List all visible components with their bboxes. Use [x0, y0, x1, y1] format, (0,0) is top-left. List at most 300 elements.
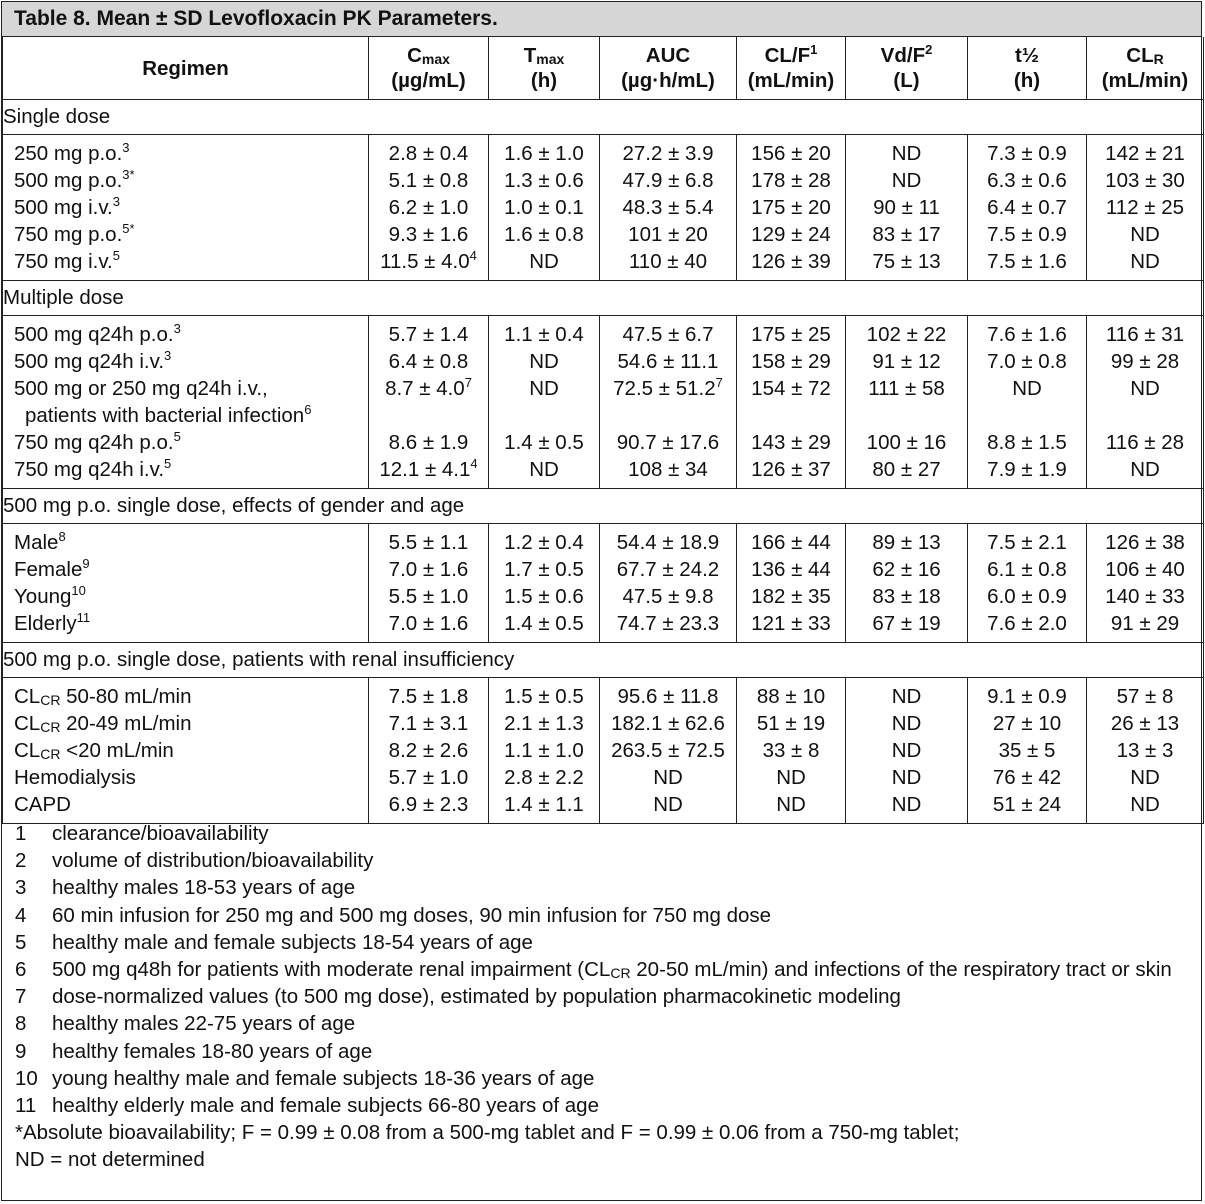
table-row — [3, 375, 1204, 429]
clf-cell — [737, 167, 846, 194]
regimen-cell — [3, 710, 369, 737]
regimen-text: 750 mg q24h i.v. — [14, 458, 165, 481]
cmax-value: 7.0 ± 1.6 — [388, 612, 469, 635]
regimen-cell — [3, 524, 369, 557]
pk-table-frame — [1, 1, 1202, 1201]
cmax-value: 7.1 ± 3.1 — [388, 712, 469, 735]
tmax-cell — [489, 221, 600, 248]
clr-cell — [1087, 737, 1204, 764]
auc-value: 47.9 ± 6.8 — [622, 169, 714, 192]
clr-value: 116 ± 28 — [1105, 431, 1185, 454]
clf-cell — [737, 221, 846, 248]
thalf-value: 7.5 ± 2.1 — [987, 531, 1067, 554]
regimen-cell — [3, 610, 369, 643]
footnote-ref: 5 — [173, 429, 181, 444]
thalf-value: 7.0 ± 0.8 — [987, 350, 1067, 373]
tmax-cell — [489, 248, 600, 281]
clr-value: 126 ± 38 — [1105, 531, 1185, 554]
footnote-item — [2, 847, 1201, 874]
thalf-cell — [968, 710, 1087, 737]
table-row — [3, 737, 1204, 764]
auc-cell — [600, 375, 737, 429]
thalf-cell — [968, 167, 1087, 194]
cmax-cell — [369, 524, 489, 557]
tmax-cell — [489, 764, 600, 791]
vdf-cell — [846, 194, 968, 221]
regimen-text: 50-80 mL/min — [60, 685, 192, 708]
regimen-cell — [3, 791, 369, 824]
footnote-ref: 3* — [122, 167, 135, 182]
tmax-value: 1.4 ± 1.1 — [504, 793, 584, 816]
table-row — [3, 556, 1204, 583]
table-row — [3, 610, 1204, 643]
cmax-value: 6.9 ± 2.3 — [388, 793, 469, 816]
tmax-cell — [489, 456, 600, 489]
table-row — [3, 456, 1204, 489]
thalf-cell — [968, 348, 1087, 375]
clf-value: 121 ± 33 — [751, 612, 831, 635]
thalf-value: 6.1 ± 0.8 — [987, 558, 1067, 581]
vdf-value: ND — [891, 169, 922, 192]
header-tmax: $T_{max}$ (h) — [489, 37, 600, 100]
thalf-cell — [968, 194, 1087, 221]
tmax-value: ND — [529, 350, 559, 373]
regimen-text: 750 mg q24h p.o. — [14, 431, 174, 454]
vdf-value: ND — [891, 739, 922, 762]
vdf-value: ND — [891, 685, 922, 708]
thalf-cell — [968, 248, 1087, 281]
clr-value: ND — [1130, 766, 1160, 789]
tmax-value: ND — [529, 250, 559, 273]
tmax-cell — [489, 429, 600, 456]
regimen-text: 750 mg i.v. — [14, 250, 113, 273]
footnote-number: 2 — [15, 849, 27, 873]
cmax-cell — [369, 710, 489, 737]
clr-cell — [1087, 678, 1204, 711]
cmax-value: 7.5 ± 1.8 — [388, 685, 469, 708]
clr-value: ND — [1130, 793, 1160, 816]
footnote-item — [2, 1010, 1201, 1037]
clr-cell — [1087, 791, 1204, 824]
clr-value: 26 ± 13 — [1110, 712, 1180, 735]
vdf-value: 80 ± 27 — [872, 458, 941, 481]
cmax-value: 7.0 ± 1.6 — [388, 558, 469, 581]
footnote-ref: 4 — [469, 248, 477, 263]
clf-value: 88 ± 10 — [756, 685, 826, 708]
tmax-value: 1.4 ± 0.5 — [504, 431, 584, 454]
auc-cell — [600, 556, 737, 583]
footnote-ref: 3 — [122, 140, 130, 155]
table-title-bar — [2, 2, 1201, 37]
regimen-cell — [3, 221, 369, 248]
tmax-cell — [489, 135, 600, 168]
clf-cell — [737, 678, 846, 711]
table-row — [3, 764, 1204, 791]
cmax-cell — [369, 135, 489, 168]
thalf-cell — [968, 375, 1087, 429]
footnote-text: young healthy male and female subjects 18-36 years of age — [52, 1066, 595, 1090]
thalf-value: 6.0 ± 0.9 — [987, 585, 1067, 608]
tmax-cell — [489, 556, 600, 583]
auc-value: 90.7 ± 17.6 — [616, 431, 720, 454]
footnote-text: 20-50 mL/min) and infections of the respiratory tract or skin — [630, 958, 1172, 982]
clr-value: ND — [1130, 458, 1160, 481]
regimen-cell — [3, 348, 369, 375]
table-row — [3, 194, 1204, 221]
cmax-value: 8.6 ± 1.9 — [388, 431, 469, 454]
auc-value: 54.6 ± 11.1 — [617, 350, 719, 373]
clf-cell — [737, 348, 846, 375]
footnote-number: 6 — [15, 958, 27, 982]
clf-cell — [737, 610, 846, 643]
header-row — [3, 37, 1204, 100]
vdf-value: ND — [891, 142, 922, 165]
thalf-cell — [968, 556, 1087, 583]
tmax-cell — [489, 610, 600, 643]
table-title: Table 8. Mean ± SD Levofloxacin PK Parameters. — [14, 7, 498, 30]
vdf-value: 100 ± 16 — [866, 431, 947, 454]
footnote-number: 9 — [15, 1039, 27, 1063]
vdf-cell — [846, 456, 968, 489]
clr-cell — [1087, 710, 1204, 737]
tmax-value: 1.1 ± 1.0 — [504, 739, 584, 762]
header-regimen: Regimen — [3, 37, 369, 100]
tmax-value: 1.6 ± 0.8 — [504, 223, 584, 246]
auc-value: 110 ± 40 — [628, 250, 708, 273]
vdf-value: 75 ± 13 — [872, 250, 941, 273]
regimen-subscript: CR — [40, 719, 61, 735]
regimen-text: Hemodialysis — [14, 766, 136, 789]
regimen-cell — [3, 429, 369, 456]
table-note: ND = not determined — [15, 1148, 205, 1172]
clf-value: 33 ± 8 — [762, 739, 820, 762]
vdf-cell — [846, 221, 968, 248]
footnote-number: 3 — [15, 876, 27, 900]
footnote-text: clearance/bioavailability — [52, 822, 269, 845]
thalf-value: 7.5 ± 1.6 — [987, 250, 1067, 273]
thalf-value: 76 ± 42 — [992, 766, 1062, 789]
regimen-cell — [3, 678, 369, 711]
table-row — [3, 710, 1204, 737]
section-label: 500 mg p.o. single dose, effects of gender and age — [3, 489, 1204, 524]
regimen-text: 250 mg p.o. — [14, 142, 123, 165]
regimen-text: <20 mL/min — [60, 739, 174, 762]
auc-cell — [600, 583, 737, 610]
auc-cell — [600, 167, 737, 194]
regimen-text: 750 mg p.o. — [14, 223, 123, 246]
regimen-text: Elderly — [14, 612, 77, 635]
footnote-ref: 3 — [173, 321, 181, 336]
footnote-text: healthy elderly male and female subjects 66-80 years of age — [52, 1094, 599, 1118]
footnote-ref: 11 — [76, 610, 91, 625]
vdf-cell — [846, 348, 968, 375]
vdf-value: 89 ± 13 — [872, 531, 941, 554]
tmax-value: 1.4 ± 0.5 — [504, 612, 584, 635]
clr-cell — [1087, 248, 1204, 281]
tmax-value: 1.5 ± 0.6 — [504, 585, 584, 608]
cmax-value: 9.3 ± 1.6 — [388, 223, 469, 246]
cmax-value: 5.1 ± 0.8 — [388, 169, 469, 192]
clr-value: ND — [1130, 250, 1160, 273]
clr-value: 106 ± 40 — [1105, 558, 1185, 581]
clr-value: 140 ± 33 — [1105, 585, 1185, 608]
tmax-value: ND — [529, 458, 559, 481]
cmax-value: 5.7 ± 1.4 — [388, 323, 469, 346]
auc-value: ND — [653, 766, 683, 789]
regimen-cell — [3, 194, 369, 221]
regimen-text: 500 mg or 250 mg q24h i.v., — [14, 377, 268, 400]
clf-cell — [737, 737, 846, 764]
auc-value: 101 ± 20 — [628, 223, 708, 246]
thalf-value: 7.3 ± 0.9 — [987, 142, 1067, 165]
footnote-text: volume of distribution/bioavailability — [52, 849, 374, 873]
clr-value: 91 ± 29 — [1110, 612, 1180, 635]
footnotes — [2, 820, 1201, 1174]
cmax-cell — [369, 556, 489, 583]
section-header-row — [3, 281, 1204, 316]
cmax-cell — [369, 791, 489, 824]
tmax-cell — [489, 348, 600, 375]
regimen-text: CAPD — [14, 793, 71, 816]
clr-cell — [1087, 456, 1204, 489]
tmax-cell — [489, 583, 600, 610]
header-clf: $CL/F^1$ (mL/min) — [737, 37, 846, 100]
auc-value: 27.2 ± 3.9 — [622, 142, 714, 165]
vdf-cell — [846, 678, 968, 711]
regimen-cell — [3, 764, 369, 791]
clf-value: 182 ± 35 — [751, 585, 831, 608]
table-row — [3, 167, 1204, 194]
vdf-value: 67 ± 19 — [872, 612, 941, 635]
footnote-ref: 6 — [304, 402, 312, 417]
tmax-value: 1.5 ± 0.5 — [504, 685, 584, 708]
clf-value: 143 ± 29 — [751, 431, 831, 454]
footnote-ref: 3 — [164, 348, 172, 363]
clf-cell — [737, 764, 846, 791]
table-row — [3, 791, 1204, 824]
clf-value: 175 ± 20 — [751, 196, 831, 219]
cmax-cell — [369, 221, 489, 248]
cmax-value: 11.5 ± 4.0 — [380, 250, 470, 273]
tmax-value: 1.2 ± 0.4 — [504, 531, 584, 554]
regimen-prefix: CL — [14, 685, 41, 708]
footnote-ref: 7 — [464, 375, 472, 390]
clr-value: 99 ± 28 — [1110, 350, 1180, 373]
thalf-cell — [968, 429, 1087, 456]
vdf-cell — [846, 737, 968, 764]
thalf-value: 7.5 ± 0.9 — [987, 223, 1067, 246]
vdf-cell — [846, 556, 968, 583]
footnote-item — [2, 1065, 1201, 1092]
clf-cell — [737, 583, 846, 610]
table-row — [3, 348, 1204, 375]
vdf-value: ND — [891, 712, 922, 735]
cmax-cell — [369, 764, 489, 791]
vdf-cell — [846, 764, 968, 791]
clf-value: 51 ± 19 — [756, 712, 826, 735]
clf-cell — [737, 375, 846, 429]
clr-cell — [1087, 764, 1204, 791]
regimen-text-line2: patients with bacterial infection — [25, 404, 305, 427]
tmax-cell — [489, 194, 600, 221]
cmax-value: 8.7 ± 4.0 — [385, 377, 465, 400]
tmax-value: 1.0 ± 0.1 — [504, 196, 584, 219]
footnote-number: 5 — [15, 930, 27, 954]
thalf-cell — [968, 524, 1087, 557]
clf-cell — [737, 710, 846, 737]
clf-value: 156 ± 20 — [751, 142, 831, 165]
clr-value: 103 ± 30 — [1105, 169, 1185, 192]
auc-value: 74.7 ± 23.3 — [616, 612, 720, 635]
footnote-ref: 4 — [470, 456, 478, 471]
vdf-cell — [846, 791, 968, 824]
regimen-cell — [3, 556, 369, 583]
footnote-text: healthy males 18-53 years of age — [52, 876, 356, 900]
table-note: *Absolute bioavailability; F = 0.99 ± 0.08 from a 500-mg tablet and F = 0.99 ± 0.06 from a 750-mg tablet; — [15, 1121, 960, 1145]
clf-value: 129 ± 24 — [751, 223, 831, 246]
clf-value: ND — [776, 766, 806, 789]
header-thalf: t½ (h) — [968, 37, 1087, 100]
tmax-cell — [489, 710, 600, 737]
section-label: Single dose — [3, 100, 1204, 135]
auc-value: 67.7 ± 24.2 — [616, 558, 720, 581]
regimen-text: Female — [14, 558, 83, 581]
vdf-cell — [846, 610, 968, 643]
clf-value: 154 ± 72 — [751, 377, 831, 400]
regimen-text: 500 mg q24h p.o. — [14, 323, 174, 346]
auc-cell — [600, 456, 737, 489]
clr-cell — [1087, 135, 1204, 168]
tmax-value: 1.3 ± 0.6 — [504, 169, 584, 192]
cmax-value: 2.8 ± 0.4 — [388, 142, 469, 165]
vdf-cell — [846, 583, 968, 610]
header-cmax: $C_{max}$ (µg/mL) — [369, 37, 489, 100]
clf-cell — [737, 316, 846, 349]
clr-cell — [1087, 316, 1204, 349]
vdf-value: ND — [891, 793, 922, 816]
auc-cell — [600, 791, 737, 824]
header-auc: AUC (µg·h/mL) — [600, 37, 737, 100]
table-row — [3, 221, 1204, 248]
clf-cell — [737, 194, 846, 221]
regimen-text: Male — [14, 531, 59, 554]
auc-cell — [600, 710, 737, 737]
thalf-cell — [968, 791, 1087, 824]
thalf-value: 51 ± 24 — [992, 793, 1062, 816]
vdf-cell — [846, 429, 968, 456]
auc-value: 72.5 ± 51.2 — [613, 377, 716, 400]
clf-value: 166 ± 44 — [751, 531, 831, 554]
footnote-text-subscript: CR — [610, 965, 631, 982]
footnote-item — [2, 1092, 1201, 1119]
thalf-value: 9.1 ± 0.9 — [987, 685, 1067, 708]
tmax-cell — [489, 678, 600, 711]
clr-cell — [1087, 167, 1204, 194]
header-clr: $CL_R$ (mL/min) — [1087, 37, 1204, 100]
tmax-value: 2.1 ± 1.3 — [504, 712, 584, 735]
vdf-value: 62 ± 16 — [872, 558, 941, 581]
clf-cell — [737, 556, 846, 583]
regimen-prefix: CL — [14, 739, 41, 762]
auc-value: 54.4 ± 18.9 — [616, 531, 720, 554]
vdf-cell — [846, 375, 968, 429]
thalf-value: 6.4 ± 0.7 — [987, 196, 1067, 219]
clr-cell — [1087, 583, 1204, 610]
footnote-ref: 5* — [122, 221, 135, 236]
auc-cell — [600, 764, 737, 791]
clf-value: ND — [776, 793, 806, 816]
tmax-value: 2.8 ± 2.2 — [504, 766, 584, 789]
footnote-number: 4 — [15, 903, 27, 927]
auc-value: 47.5 ± 9.8 — [622, 585, 714, 608]
clr-value: 13 ± 3 — [1116, 739, 1174, 762]
footnote-ref: 9 — [82, 556, 90, 571]
cmax-value: 6.4 ± 0.8 — [388, 350, 469, 373]
regimen-text: 500 mg q24h i.v. — [14, 350, 165, 373]
clr-cell — [1087, 194, 1204, 221]
clr-cell — [1087, 556, 1204, 583]
regimen-text: 500 mg p.o. — [14, 169, 123, 192]
regimen-text: 20-49 mL/min — [60, 712, 192, 735]
clr-value: 57 ± 8 — [1116, 685, 1174, 708]
auc-cell — [600, 429, 737, 456]
clf-value: 126 ± 39 — [751, 250, 831, 273]
footnote-text: dose-normalized values (to 500 mg dose), estimated by population pharmacokinetic modeling — [52, 985, 901, 1009]
auc-value: 47.5 ± 6.7 — [622, 323, 714, 346]
section-header-row — [3, 489, 1204, 524]
table-body — [3, 100, 1204, 824]
vdf-value: ND — [891, 766, 922, 789]
footnote-number: 1 — [15, 822, 27, 845]
table-row — [3, 583, 1204, 610]
auc-value: 48.3 ± 5.4 — [622, 196, 714, 219]
tmax-cell — [489, 167, 600, 194]
table-row — [3, 678, 1204, 711]
footnote-item — [2, 902, 1201, 929]
clf-cell — [737, 456, 846, 489]
table-row — [3, 248, 1204, 281]
auc-cell — [600, 348, 737, 375]
regimen-cell — [3, 248, 369, 281]
vdf-value: 90 ± 11 — [873, 196, 940, 219]
clr-value: 116 ± 31 — [1105, 323, 1185, 346]
cmax-cell — [369, 678, 489, 711]
regimen-prefix: CL — [14, 712, 41, 735]
clf-cell — [737, 524, 846, 557]
footnote-ref: 7 — [715, 375, 723, 390]
thalf-cell — [968, 456, 1087, 489]
cmax-value: 5.7 ± 1.0 — [388, 766, 469, 789]
clr-cell — [1087, 348, 1204, 375]
footnote-item — [2, 820, 1201, 847]
clr-cell — [1087, 524, 1204, 557]
cmax-cell — [369, 348, 489, 375]
regimen-cell — [3, 583, 369, 610]
clf-cell — [737, 791, 846, 824]
auc-cell — [600, 316, 737, 349]
thalf-value: 8.8 ± 1.5 — [987, 431, 1067, 454]
cmax-cell — [369, 375, 489, 429]
clf-value: 136 ± 44 — [751, 558, 831, 581]
auc-cell — [600, 524, 737, 557]
table-row — [3, 135, 1204, 168]
vdf-cell — [846, 524, 968, 557]
footnote-item — [2, 874, 1201, 901]
thalf-value: 7.9 ± 1.9 — [987, 458, 1067, 481]
auc-cell — [600, 221, 737, 248]
footnote-item — [2, 1038, 1201, 1065]
regimen-cell — [3, 737, 369, 764]
